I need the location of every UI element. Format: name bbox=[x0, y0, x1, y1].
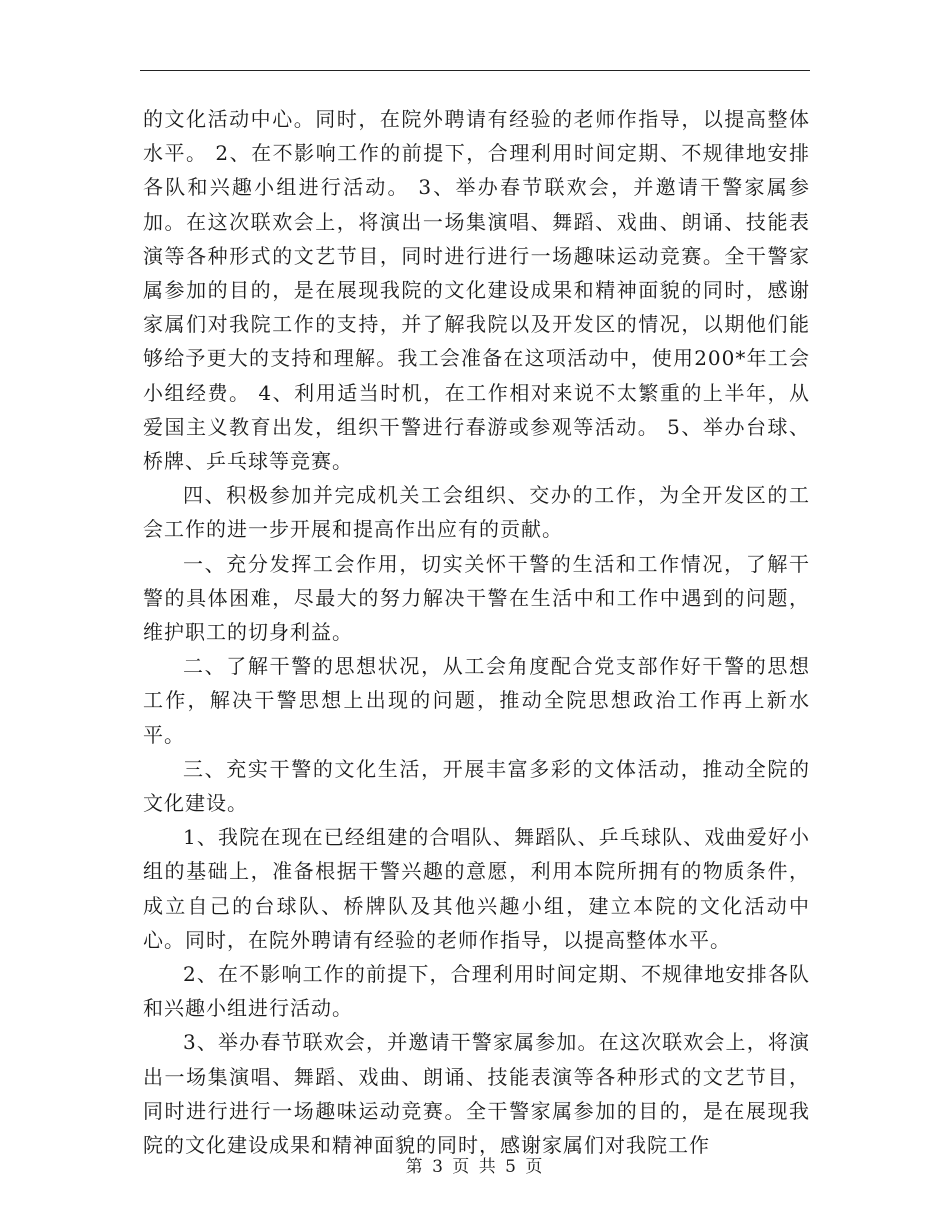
paragraph-item-one: 一、充分发挥工会作用，切实关怀干警的生活和工作情况，了解干警的具体困难，尽最大的努力解决干警在生活中和工作中遇到的问题，维护职工的切身利益。 bbox=[143, 551, 810, 645]
paragraph-sub-item-3: 3、举办春节联欢会，并邀请干警家属参加。在这次联欢会上，将演出一场集演唱、舞蹈、戏曲、朗诵、技能表演等各种形式的文艺节目，同时进行进行一场趣味运动竞赛。全干警家属参加的目的，是在展现我院的文化建设成果和精神面貌的同时，感谢家属们对我院工作 bbox=[143, 1030, 810, 1158]
header-rule bbox=[140, 70, 810, 71]
paragraph-sub-item-2: 2、在不影响工作的前提下，合理利用时间定期、不规律地安排各队和兴趣小组进行活动。 bbox=[143, 962, 810, 1021]
paragraph-sub-item-1: 1、我院在现在已经组建的合唱队、舞蹈队、乒乓球队、戏曲爱好小组的基础上，准备根据干警兴趣的意愿，利用本院所拥有的物质条件，成立自己的台球队、桥牌队及其他兴趣小组，建立本院的文化活动中心。同时，在院外聘请有经验的老师作指导，以提高整体水平。 bbox=[143, 825, 810, 952]
paragraph-item-three: 三、充实干警的文化生活，开展丰富多彩的文体活动，推动全院的文化建设。 bbox=[143, 756, 810, 816]
page-number-footer: 第 3 页 共 5 页 bbox=[405, 1157, 545, 1177]
paragraph-item-two: 二、了解干警的思想状况，从工会角度配合党支部作好干警的思想工作，解决干警思想上出现的问题，推动全院思想政治工作再上新水平。 bbox=[143, 654, 810, 747]
paragraph-continued: 的文化活动中心。同时，在院外聘请有经验的老师作指导，以提高整体水平。 2、在不影响工作的前提下，合理利用时间定期、不规律地安排各队和兴趣小组进行活动。 3、举办春节联欢会，并邀请干警家属参加。在这次联欢会上，将演出一场集演唱、舞蹈、戏曲、朗诵、技能表演等各种形式的文艺节目，同时进行进行一场趣味运动竞赛。全干警家属参加的目的，是在展现我院的文化建设成果和精神面貌的同时，感谢家属们对我院工作的支持，并了解我院以及开发区的情况，以期他们能够给予更大的支持和理解。我工会准备在这项活动中，使用200*年工会小组经费。 4、利用适当时机，在工作相对来说不太繁重的上半年，从爱国主义教育出发，组织干警进行春游或参观等活动。 5、举办台球、桥牌、乒乓球等竞赛。 bbox=[143, 107, 810, 474]
document-body bbox=[143, 102, 810, 1162]
paragraph-section-four: 四、积极参加并完成机关工会组织、交办的工作，为全开发区的工会工作的进一步开展和提高作出应有的贡献。 bbox=[143, 483, 810, 542]
